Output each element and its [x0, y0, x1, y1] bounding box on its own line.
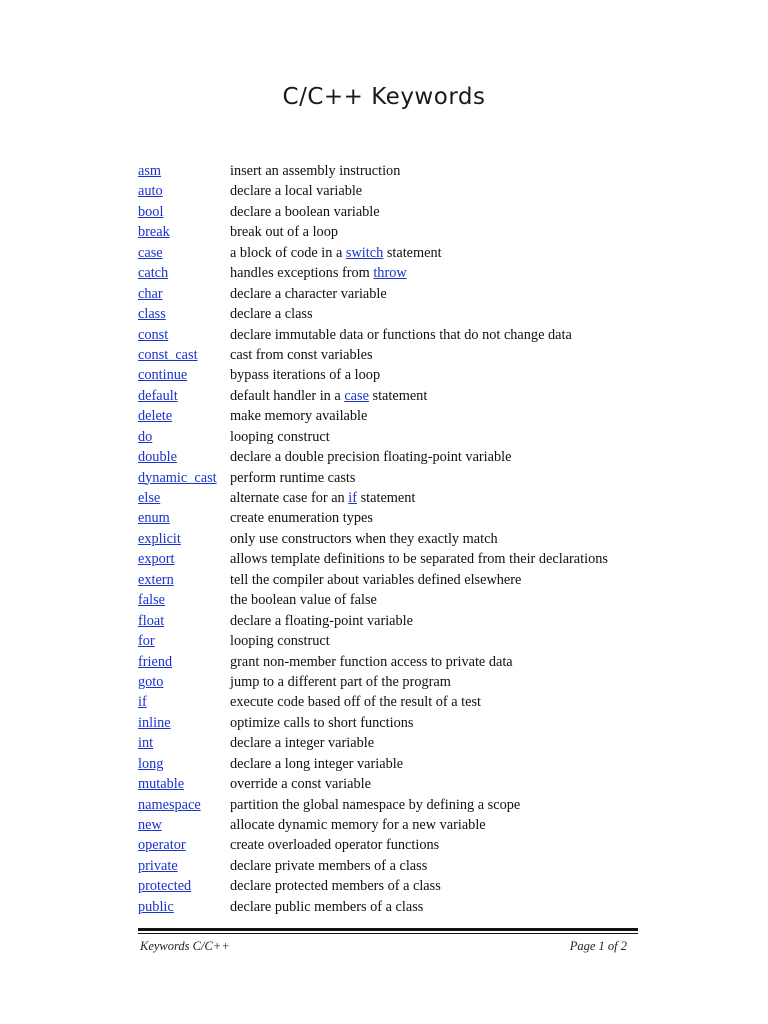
description-text: tell the compiler about variables defined elsewhere [230, 571, 522, 588]
description-text: partition the global namespace by defining a scope [230, 796, 521, 813]
description-text: execute code based off of the result of a test [230, 694, 482, 711]
keyword-description [230, 447, 511, 467]
keyword-row [138, 897, 638, 917]
description-text: declare a boolean variable [230, 203, 380, 220]
description-text: declare immutable data or functions that do not change data [230, 326, 572, 343]
description-text: declare a class [230, 306, 313, 323]
keyword-description [230, 325, 572, 345]
keyword-description [230, 672, 451, 692]
keyword-row [138, 652, 638, 672]
keyword-description [230, 631, 330, 651]
keyword-row [138, 774, 638, 794]
keyword-link[interactable]: goto [138, 673, 164, 690]
keyword-description [230, 713, 413, 733]
cross-reference-link[interactable]: throw [373, 265, 407, 282]
keyword-link[interactable]: class [138, 306, 166, 323]
keyword-link[interactable]: operator [138, 837, 186, 854]
keyword-link[interactable]: protected [138, 878, 192, 895]
keyword-description [230, 508, 373, 528]
keyword-description [230, 345, 373, 365]
keyword-row [138, 304, 638, 324]
description-text: allocate dynamic memory for a new variable [230, 817, 486, 833]
keyword-link[interactable]: namespace [138, 796, 201, 813]
keyword-link[interactable]: mutable [138, 776, 185, 793]
keyword-description [230, 202, 380, 222]
keyword-link[interactable]: for [138, 633, 155, 650]
keyword-description [230, 815, 486, 835]
keyword-description [230, 181, 362, 201]
keyword-description [230, 876, 441, 896]
keyword-link[interactable]: false [138, 592, 165, 609]
description-text: make memory available [230, 408, 368, 425]
description-text: handles exceptions from [230, 265, 374, 282]
keyword-row [138, 263, 638, 283]
description-text: declare private members of a class [230, 857, 428, 874]
keyword-description [230, 161, 400, 181]
keyword-description [230, 733, 374, 753]
keyword-description [230, 304, 313, 324]
description-text: grant non-member function access to private data [230, 653, 513, 670]
keyword-row [138, 672, 638, 692]
keyword-description [230, 243, 442, 263]
keyword-row [138, 795, 638, 815]
description-text: default handler in a [230, 387, 345, 404]
keyword-row [138, 754, 638, 774]
keyword-link[interactable]: long [138, 755, 164, 772]
description-text: looping construct [230, 633, 330, 650]
keyword-row [138, 386, 638, 406]
keyword-link[interactable]: enum [138, 510, 170, 527]
keyword-row [138, 611, 638, 631]
footer-divider-thick [138, 928, 638, 931]
description-text: cast from const variables [230, 346, 373, 363]
keyword-row [138, 365, 638, 385]
keyword-description [230, 222, 338, 242]
keyword-description [230, 468, 355, 488]
keyword-description [230, 692, 481, 712]
description-text: looping construct [230, 428, 330, 445]
keyword-link[interactable]: case [138, 244, 163, 261]
description-text: jump to a different part of the program [230, 673, 451, 690]
description-text: declare public members of a class [230, 898, 424, 915]
description-text: statement [357, 490, 416, 506]
keyword-row [138, 876, 638, 896]
keyword-link[interactable]: double [138, 449, 177, 466]
keyword-row [138, 508, 638, 528]
keyword-row [138, 202, 638, 222]
keyword-link[interactable]: dynamic_cast [138, 469, 217, 486]
keyword-row [138, 243, 638, 263]
keyword-description [230, 795, 520, 815]
keyword-description [230, 529, 498, 549]
keyword-row [138, 181, 638, 201]
keyword-link[interactable]: do [138, 428, 153, 445]
keyword-link[interactable]: explicit [138, 530, 181, 547]
cross-reference-link[interactable]: switch [345, 244, 384, 261]
keyword-description [230, 365, 380, 385]
keyword-link[interactable]: export [138, 551, 175, 568]
description-text: statement [368, 387, 428, 404]
keyword-row [138, 549, 638, 569]
keyword-description [230, 386, 427, 406]
keyword-row [138, 856, 638, 876]
keyword-row [138, 222, 638, 242]
keyword-link[interactable]: extern [138, 571, 174, 588]
keyword-row [138, 161, 638, 181]
keyword-row [138, 468, 638, 488]
keyword-description [230, 611, 413, 631]
keyword-row [138, 733, 638, 753]
keyword-link[interactable]: char [138, 285, 163, 302]
description-text: break out of a loop [230, 224, 338, 241]
cross-reference-link[interactable]: case [344, 387, 369, 404]
keyword-link[interactable]: else [138, 490, 161, 506]
description-text: create overloaded operator functions [230, 837, 440, 854]
keyword-link[interactable]: bool [138, 203, 164, 220]
keyword-link[interactable]: const [138, 326, 169, 343]
description-text: optimize calls to short functions [230, 714, 414, 731]
keyword-link[interactable]: if [138, 694, 147, 711]
keyword-row [138, 325, 638, 345]
description-text: the boolean value of false [230, 592, 377, 609]
keyword-description [230, 263, 407, 283]
keyword-link[interactable]: asm [138, 163, 162, 179]
footer-document-title: Keywords C/C++ [140, 939, 230, 953]
keyword-link[interactable]: auto [138, 183, 163, 200]
keyword-row [138, 631, 638, 651]
description-text: declare a local variable [230, 183, 363, 200]
description-text: override a const variable [230, 776, 371, 793]
keyword-row [138, 284, 638, 304]
description-text: alternate case for an [230, 490, 349, 506]
keyword-description [230, 774, 371, 794]
keyword-link[interactable]: int [138, 735, 154, 752]
keyword-link[interactable]: catch [138, 265, 169, 282]
keyword-description [230, 549, 608, 569]
keyword-row [138, 529, 638, 549]
keyword-row [138, 570, 638, 590]
keyword-description [230, 897, 423, 917]
keyword-row [138, 488, 638, 508]
keyword-description [230, 406, 367, 426]
keyword-description [230, 488, 415, 508]
keyword-row [138, 345, 638, 365]
keyword-row [138, 406, 638, 426]
description-text: bypass iterations of a loop [230, 367, 381, 384]
keyword-link[interactable]: inline [138, 714, 171, 731]
keyword-description [230, 427, 330, 447]
description-text: declare a double precision floating-point variable [230, 449, 512, 466]
keyword-description [230, 590, 377, 610]
description-text: declare a long integer variable [230, 755, 404, 772]
footer-divider-thin [138, 933, 638, 934]
description-text: declare a integer variable [230, 735, 375, 752]
keyword-link[interactable]: break [138, 224, 170, 241]
description-text: declare a floating-point variable [230, 612, 413, 629]
keyword-description [230, 570, 521, 590]
keyword-row [138, 427, 638, 447]
keyword-link[interactable]: continue [138, 367, 188, 384]
footer-page-number: Page 1 of 2 [569, 939, 627, 953]
keyword-link[interactable]: const_cast [138, 346, 198, 363]
keyword-link[interactable]: default [138, 387, 178, 404]
keyword-description [230, 284, 387, 304]
description-text: create enumeration types [230, 510, 373, 527]
keyword-link[interactable]: friend [138, 653, 173, 670]
keyword-row [138, 590, 638, 610]
description-text: statement [383, 244, 442, 261]
description-text: perform runtime casts [230, 469, 356, 486]
description-text: insert an assembly instruction [230, 163, 401, 179]
keyword-row [138, 835, 638, 855]
keyword-row [138, 815, 638, 835]
page-title: C/C++ Keywords [282, 84, 486, 110]
keyword-link[interactable]: delete [138, 408, 173, 425]
keyword-description [230, 856, 427, 876]
description-text: declare a character variable [230, 285, 387, 302]
description-text: a block of code in a [230, 244, 346, 261]
description-text: declare protected members of a class [230, 878, 441, 895]
keyword-description [230, 652, 513, 672]
keyword-row [138, 447, 638, 467]
keyword-description [230, 754, 403, 774]
keyword-link[interactable]: private [138, 857, 178, 874]
keyword-row [138, 713, 638, 733]
keyword-row [138, 692, 638, 712]
description-text: only use constructors when they exactly match [230, 530, 498, 547]
keyword-link[interactable]: public [138, 898, 174, 915]
keyword-link[interactable]: float [138, 612, 165, 629]
keyword-description [230, 835, 439, 855]
keyword-link[interactable]: new [138, 817, 162, 833]
cross-reference-link[interactable]: if [348, 490, 358, 506]
description-text: allows template definitions to be separated from their declarations [230, 551, 608, 568]
keyword-table [138, 161, 638, 917]
